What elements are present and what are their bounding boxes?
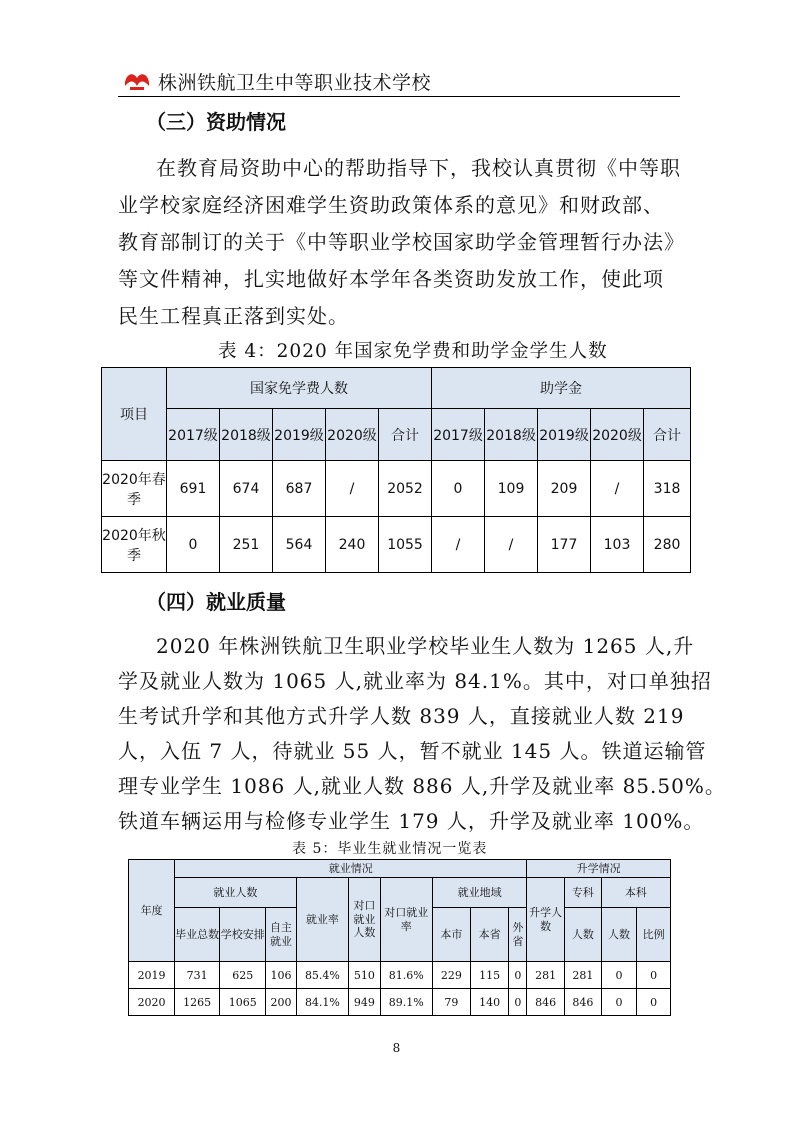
self-employed-header: 自主就业	[266, 908, 296, 962]
table-cell: 318	[644, 461, 691, 517]
jc-count-header: 人数	[565, 908, 602, 962]
para-line: 在教育局资助中心的帮助指导下，我校认真贯彻《中等职	[156, 156, 681, 180]
page-header	[118, 62, 680, 97]
table-cell: 0	[601, 989, 637, 1016]
year-header: 年度	[129, 860, 175, 962]
table-cell: 106	[266, 962, 296, 989]
employment-table	[128, 859, 671, 1016]
table-cell: 949	[349, 989, 380, 1016]
col-header: 合计	[644, 409, 691, 461]
graduates-total-header: 毕业总数	[175, 908, 220, 962]
table-cell: 0	[637, 989, 671, 1016]
further-study-header: 升学情况	[527, 860, 671, 878]
section3-title: （三）资助情况	[146, 110, 286, 134]
region-header: 就业地域	[432, 878, 526, 908]
table-cell: 731	[175, 962, 220, 989]
table-cell: 281	[527, 962, 565, 989]
item-header: 项目	[102, 368, 167, 461]
para-line: 教育部制订的关于《中等职业学校国家助学金管理暂行办法》	[118, 230, 685, 254]
col-header: 2017级	[167, 409, 220, 461]
ug-count-header: 人数	[601, 908, 637, 962]
table-cell: 79	[432, 989, 470, 1016]
table-cell: 674	[220, 461, 273, 517]
matched-rate-header: 对口就业率	[380, 878, 432, 962]
table5-caption: 表 5：毕业生就业情况一览表	[292, 841, 488, 857]
table-row	[129, 989, 671, 1016]
table-row	[129, 962, 671, 989]
table-cell: /	[432, 517, 485, 573]
table-cell: 846	[527, 989, 565, 1016]
table-cell: /	[326, 461, 379, 517]
local-city-header: 本市	[432, 908, 470, 962]
table-cell: 84.1%	[296, 989, 348, 1016]
table-cell: 115	[470, 962, 509, 989]
section4-title: （四）就业质量	[146, 590, 286, 614]
row-label: 2020	[129, 989, 175, 1016]
para-line: 等文件精神，扎实地做好本学年各类资助发放工作，使此项	[118, 267, 664, 291]
table-cell: 0	[509, 962, 527, 989]
table-cell: 81.6%	[380, 962, 432, 989]
employed-count-header: 就业人数	[175, 878, 297, 908]
table-cell: 251	[220, 517, 273, 573]
row-label: 2020年秋季	[102, 517, 167, 573]
study-count-header: 升学人数	[527, 878, 565, 962]
col-header: 2018级	[220, 409, 273, 461]
table-cell: 280	[644, 517, 691, 573]
matched-count-header: 对口就业人数	[349, 878, 380, 962]
other-province-header: 外省	[509, 908, 527, 962]
table-cell: 103	[591, 517, 644, 573]
employment-rate-header: 就业率	[296, 878, 348, 962]
col-header: 2019级	[273, 409, 326, 461]
col-header: 2020级	[326, 409, 379, 461]
para-line: 铁道车辆运用与检修专业学生 179 人，升学及就业率 100%。	[118, 809, 705, 833]
table-cell: 0	[601, 962, 637, 989]
junior-college-header: 专科	[565, 878, 602, 908]
table-cell: 0	[509, 989, 527, 1016]
para-line: 2020 年株洲铁航卫生职业学校毕业生人数为 1265 人,升	[156, 634, 695, 658]
local-province-header: 本省	[470, 908, 509, 962]
table-cell: 177	[538, 517, 591, 573]
table-cell: 687	[273, 461, 326, 517]
para-line: 民生工程真正落到实处。	[118, 304, 349, 328]
table-cell: 229	[432, 962, 470, 989]
table-row	[102, 517, 691, 573]
table-cell: 85.4%	[296, 962, 348, 989]
table-cell: /	[591, 461, 644, 517]
table-cell: 89.1%	[380, 989, 432, 1016]
table-cell: 0	[637, 962, 671, 989]
para-line: 学及就业人数为 1065 人,就业率为 84.1%。其中，对口单独招	[118, 669, 712, 693]
table4-caption: 表 4：2020 年国家免学费和助学金学生人数	[218, 341, 608, 362]
table-cell: 625	[220, 962, 266, 989]
subsidy-table	[101, 367, 691, 573]
school-name: 株洲铁航卫生中等职业技术学校	[158, 72, 432, 94]
row-label: 2020年春季	[102, 461, 167, 517]
table-cell: 0	[167, 517, 220, 573]
grant-header: 助学金	[432, 368, 691, 409]
table-cell: 0	[432, 461, 485, 517]
table-cell: 564	[273, 517, 326, 573]
table-cell: /	[485, 517, 538, 573]
page-number: 8	[392, 1041, 401, 1055]
school-arranged-header: 学校安排	[220, 908, 266, 962]
table-row	[102, 461, 691, 517]
table-cell: 109	[485, 461, 538, 517]
para-line: 业学校家庭经济困难学生资助政策体系的意见》和财政部、	[118, 193, 664, 217]
para-line: 理专业学生 1086 人,就业人数 886 人,升学及就业率 85.50%。	[118, 774, 726, 798]
table-cell: 1055	[379, 517, 432, 573]
col-header: 2017级	[432, 409, 485, 461]
col-header: 2019级	[538, 409, 591, 461]
school-logo-icon	[122, 66, 152, 92]
table-cell: 1065	[220, 989, 266, 1016]
table-cell: 209	[538, 461, 591, 517]
table-cell: 200	[266, 989, 296, 1016]
col-header: 2018级	[485, 409, 538, 461]
para-line: 人，入伍 7 人，待就业 55 人，暂不就业 145 人。铁道运输管	[118, 739, 707, 763]
free-tuition-header: 国家免学费人数	[167, 368, 432, 409]
para-line: 生考试升学和其他方式升学人数 839 人，直接就业人数 219	[118, 704, 685, 728]
table-cell: 140	[470, 989, 509, 1016]
table-cell: 846	[565, 989, 602, 1016]
col-header: 合计	[379, 409, 432, 461]
table-cell: 1265	[175, 989, 220, 1016]
row-label: 2019	[129, 962, 175, 989]
employment-header: 就业情况	[175, 860, 527, 878]
table-cell: 2052	[379, 461, 432, 517]
table-cell: 281	[565, 962, 602, 989]
col-header: 2020级	[591, 409, 644, 461]
ug-ratio-header: 比例	[637, 908, 671, 962]
undergrad-header: 本科	[601, 878, 670, 908]
table-cell: 510	[349, 962, 380, 989]
table-cell: 691	[167, 461, 220, 517]
table-cell: 240	[326, 517, 379, 573]
